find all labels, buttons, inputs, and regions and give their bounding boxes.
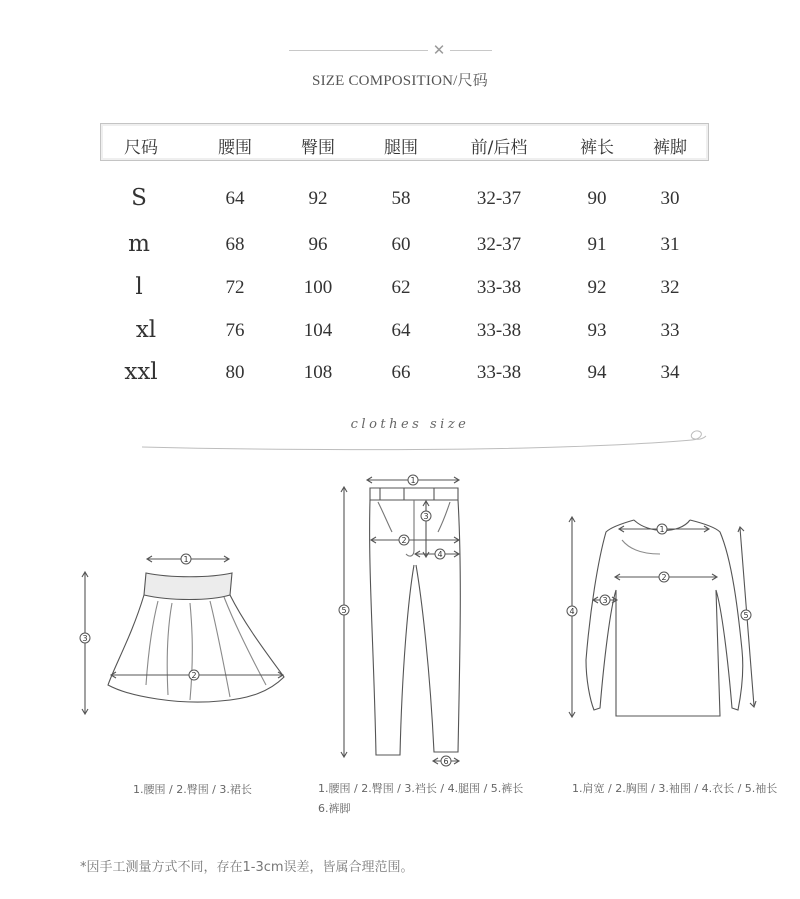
size-label: xl: [135, 317, 157, 343]
pants-caption-line2: 6.裤脚: [318, 802, 351, 815]
size-label: xxl: [124, 359, 158, 385]
column-header: 尺码: [124, 138, 158, 158]
column-header: 臀围: [301, 138, 335, 158]
table-cell: 33-38: [476, 320, 522, 341]
table-cell: 64: [225, 188, 245, 209]
skirt-marker-3: 3: [82, 634, 88, 643]
table-cell: 90: [587, 188, 607, 209]
table-cell: 96: [308, 234, 328, 255]
table-cell: 92: [587, 277, 607, 298]
size-label: m: [128, 231, 150, 257]
column-header: 前/后档: [470, 138, 528, 158]
shirt-marker-3: 3: [602, 596, 608, 605]
pants-marker-3: 3: [423, 512, 429, 521]
table-cell: 66: [391, 362, 411, 383]
table-cell: 76: [225, 320, 245, 341]
pants-marker-5: 5: [341, 606, 347, 615]
page-title: SIZE COMPOSITION/尺码: [312, 73, 488, 89]
table-cell: 34: [660, 362, 680, 383]
pants-marker-2: 2: [401, 536, 407, 545]
table-cell: 108: [303, 362, 333, 383]
size-label: l: [135, 274, 143, 300]
shirt-marker-4: 4: [569, 607, 575, 616]
table-cell: 104: [303, 320, 333, 341]
table-cell: 64: [391, 320, 411, 341]
shirt-marker-1: 1: [659, 525, 665, 534]
shirt-diagram: [560, 510, 760, 725]
table-cell: 91: [587, 234, 607, 255]
skirt-marker-1: 1: [183, 555, 189, 564]
shirt-marker-2: 2: [661, 573, 667, 582]
table-cell: 62: [391, 277, 411, 298]
table-cell: 31: [660, 234, 680, 255]
pants-marker-6: 6: [443, 757, 449, 766]
pants-caption-line1: 1.腰围 / 2.臀围 / 3.裆长 / 4.腿围 / 5.裤长: [318, 782, 524, 795]
table-cell: 32: [660, 277, 680, 298]
shirt-marker-5: 5: [743, 611, 749, 620]
table-cell: 93: [587, 320, 607, 341]
size-label: S: [131, 185, 147, 211]
table-cell: 58: [391, 188, 411, 209]
header-line-left: [289, 50, 428, 51]
close-icon: ✕: [432, 41, 446, 59]
table-cell: 100: [303, 277, 333, 298]
table-cell: 94: [587, 362, 607, 383]
pants-diagram: [330, 470, 480, 770]
measurement-note: *因手工测量方式不同，存在1-3cm误差，皆属合理范围。: [80, 860, 414, 875]
table-cell: 60: [391, 234, 411, 255]
table-cell: 33-38: [476, 362, 522, 383]
table-cell: 32-37: [476, 234, 522, 255]
shirt-caption: 1.肩宽 / 2.胸围 / 3.袖围 / 4.衣长 / 5.袖长: [572, 782, 778, 795]
clothes-size-label: clothes size: [350, 417, 470, 432]
table-cell: 30: [660, 188, 680, 209]
table-cell: 72: [225, 277, 245, 298]
skirt-marker-2: 2: [191, 671, 197, 680]
column-header: 裤长: [580, 138, 614, 158]
skirt-caption: 1.腰围 / 2.臀围 / 3.裙长: [133, 783, 252, 796]
column-header: 腿围: [384, 138, 418, 158]
clothes-size-divider: [140, 420, 710, 456]
table-cell: 68: [225, 234, 245, 255]
table-cell: 33: [660, 320, 680, 341]
skirt-diagram: [70, 545, 300, 725]
table-cell: 92: [308, 188, 328, 209]
column-header: 裤脚: [653, 138, 687, 158]
table-cell: 80: [225, 362, 245, 383]
table-cell: 33-38: [476, 277, 522, 298]
table-cell: 32-37: [476, 188, 522, 209]
column-header: 腰围: [218, 138, 252, 158]
pants-marker-1: 1: [410, 476, 416, 485]
header-line-right: [450, 50, 492, 51]
pants-marker-4: 4: [437, 550, 443, 559]
